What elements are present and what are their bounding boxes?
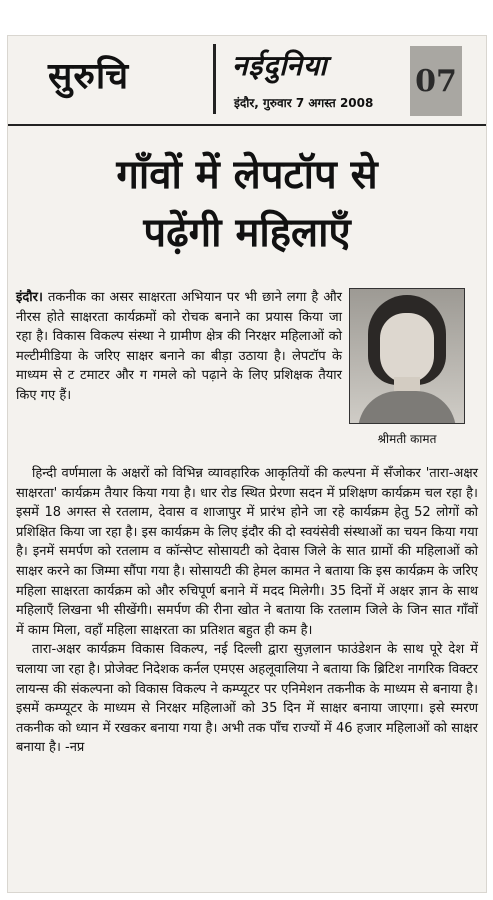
photo-face-shape	[380, 313, 434, 383]
photo-caption: श्रीमती कामत	[377, 432, 437, 446]
newspaper-clipping	[8, 36, 486, 892]
article-intro	[16, 288, 342, 406]
newspaper-name: नईदुनिया	[232, 49, 328, 82]
article-paragraph-1: तकनीक का असर साक्षरता अभियान पर भी छाने लगा है और नीरस होते साक्षरता कार्यक्रमों को रोचक बनाने का प्रयास किया जा रहा है। विकास विकल्प संस्था ने ग्रामीण क्षेत्र की निरक्षर महिलाओं को मल्टीमीडिया के जरिए साक्षर बनाने का बीड़ा उठाया है। लेपटॉप के माध्यम से ट टमाटर और ग गमले को पढ़ाने के लिए प्रशिक्षक तैयार किए गए हैं।	[16, 290, 342, 403]
headline	[8, 146, 486, 262]
portrait-photo	[349, 288, 465, 424]
article-paragraph-2: हिन्दी वर्णमाला के अक्षरों को विभिन्न व्यावहारिक आकृतियों की कल्पना में सँजोकर 'तारा-अक्षर साक्षरता' कार्यक्रम तैयार किया गया है। धार रोड स्थित प्रेरणा सदन में प्रशिक्षण कार्यक्रम चल रहा है। इसमें 18 अगस्त से रतलाम, देवास व शाजापुर में प्रारंभ होने जा रहे कार्यक्रम हेतु 52 लोगों को प्रशिक्षित किया जा रहा है। इस कार्यक्रम के लिए इंदौर की दो स्वयंसेवी संस्थाओं का चयन किया गया है। इनमें समर्पण को रतलाम व कॉन्सेप्ट सोसायटी को देवास जिले के सात ग्रामों की महिलाओं को साक्षर करने का जिम्मा सौंपा गया है। सोसायटी की हेमल कामत ने बताया कि इस कार्यक्रम के जरिए महिला साक्षरता कार्यक्रम को और रुचिपूर्ण बनाने में मदद मिलेगी। 35 दिनों में अक्षर ज्ञान के साथ महिलाएँ लिखना भी सीखेंगी। समर्पण की रीना खोत ने बताया कि रतलाम जिले के जिन सात गाँवों में काम मिला, वहाँ महिला साक्षरता का प्रतिशत बहुत ही कम है।	[16, 466, 478, 638]
masthead-divider	[213, 44, 216, 114]
article-paragraph-3: तारा-अक्षर कार्यक्रम विकास विकल्प, नई दिल्ली द्वारा सुज़लान फाउंडेशन के साथ पूरे देश में चलाया जा रहा है। प्रोजेक्ट निदेशक कर्नल एमएस अहलूवालिया ने बताया कि ब्रिटिश नागरिक विक्टर लायन्स की संकल्पना को विकास विकल्प ने कम्प्यूटर पर एनिमेशन तकनीक के माध्यम से बनाया है। इसमें कम्प्यूटर के माध्यम से निरक्षर महिलाओं को 35 दिन में साक्षर बनाया जाएगा। इसे स्मरण तकनीक को ध्यान में रखकर बनाया गया है। अभी तक पाँच राज्यों में 46 हजार महिलाओं को साक्षर बनाया है। -नप्र	[16, 642, 478, 756]
page-number: 07	[410, 46, 462, 116]
headline-line-2: पढ़ेंगी महिलाएँ	[143, 210, 351, 256]
section-title: सुरुचि	[48, 56, 130, 97]
article-body	[16, 464, 478, 758]
article-dateline: इंदौर।	[16, 290, 43, 305]
photo-body-shape	[358, 391, 456, 424]
masthead	[8, 36, 486, 126]
dateline: इंदौर, गुरुवार 7 अगस्त 2008	[234, 96, 374, 110]
headline-line-1: गाँवों में लेपटॉप से	[116, 152, 378, 198]
